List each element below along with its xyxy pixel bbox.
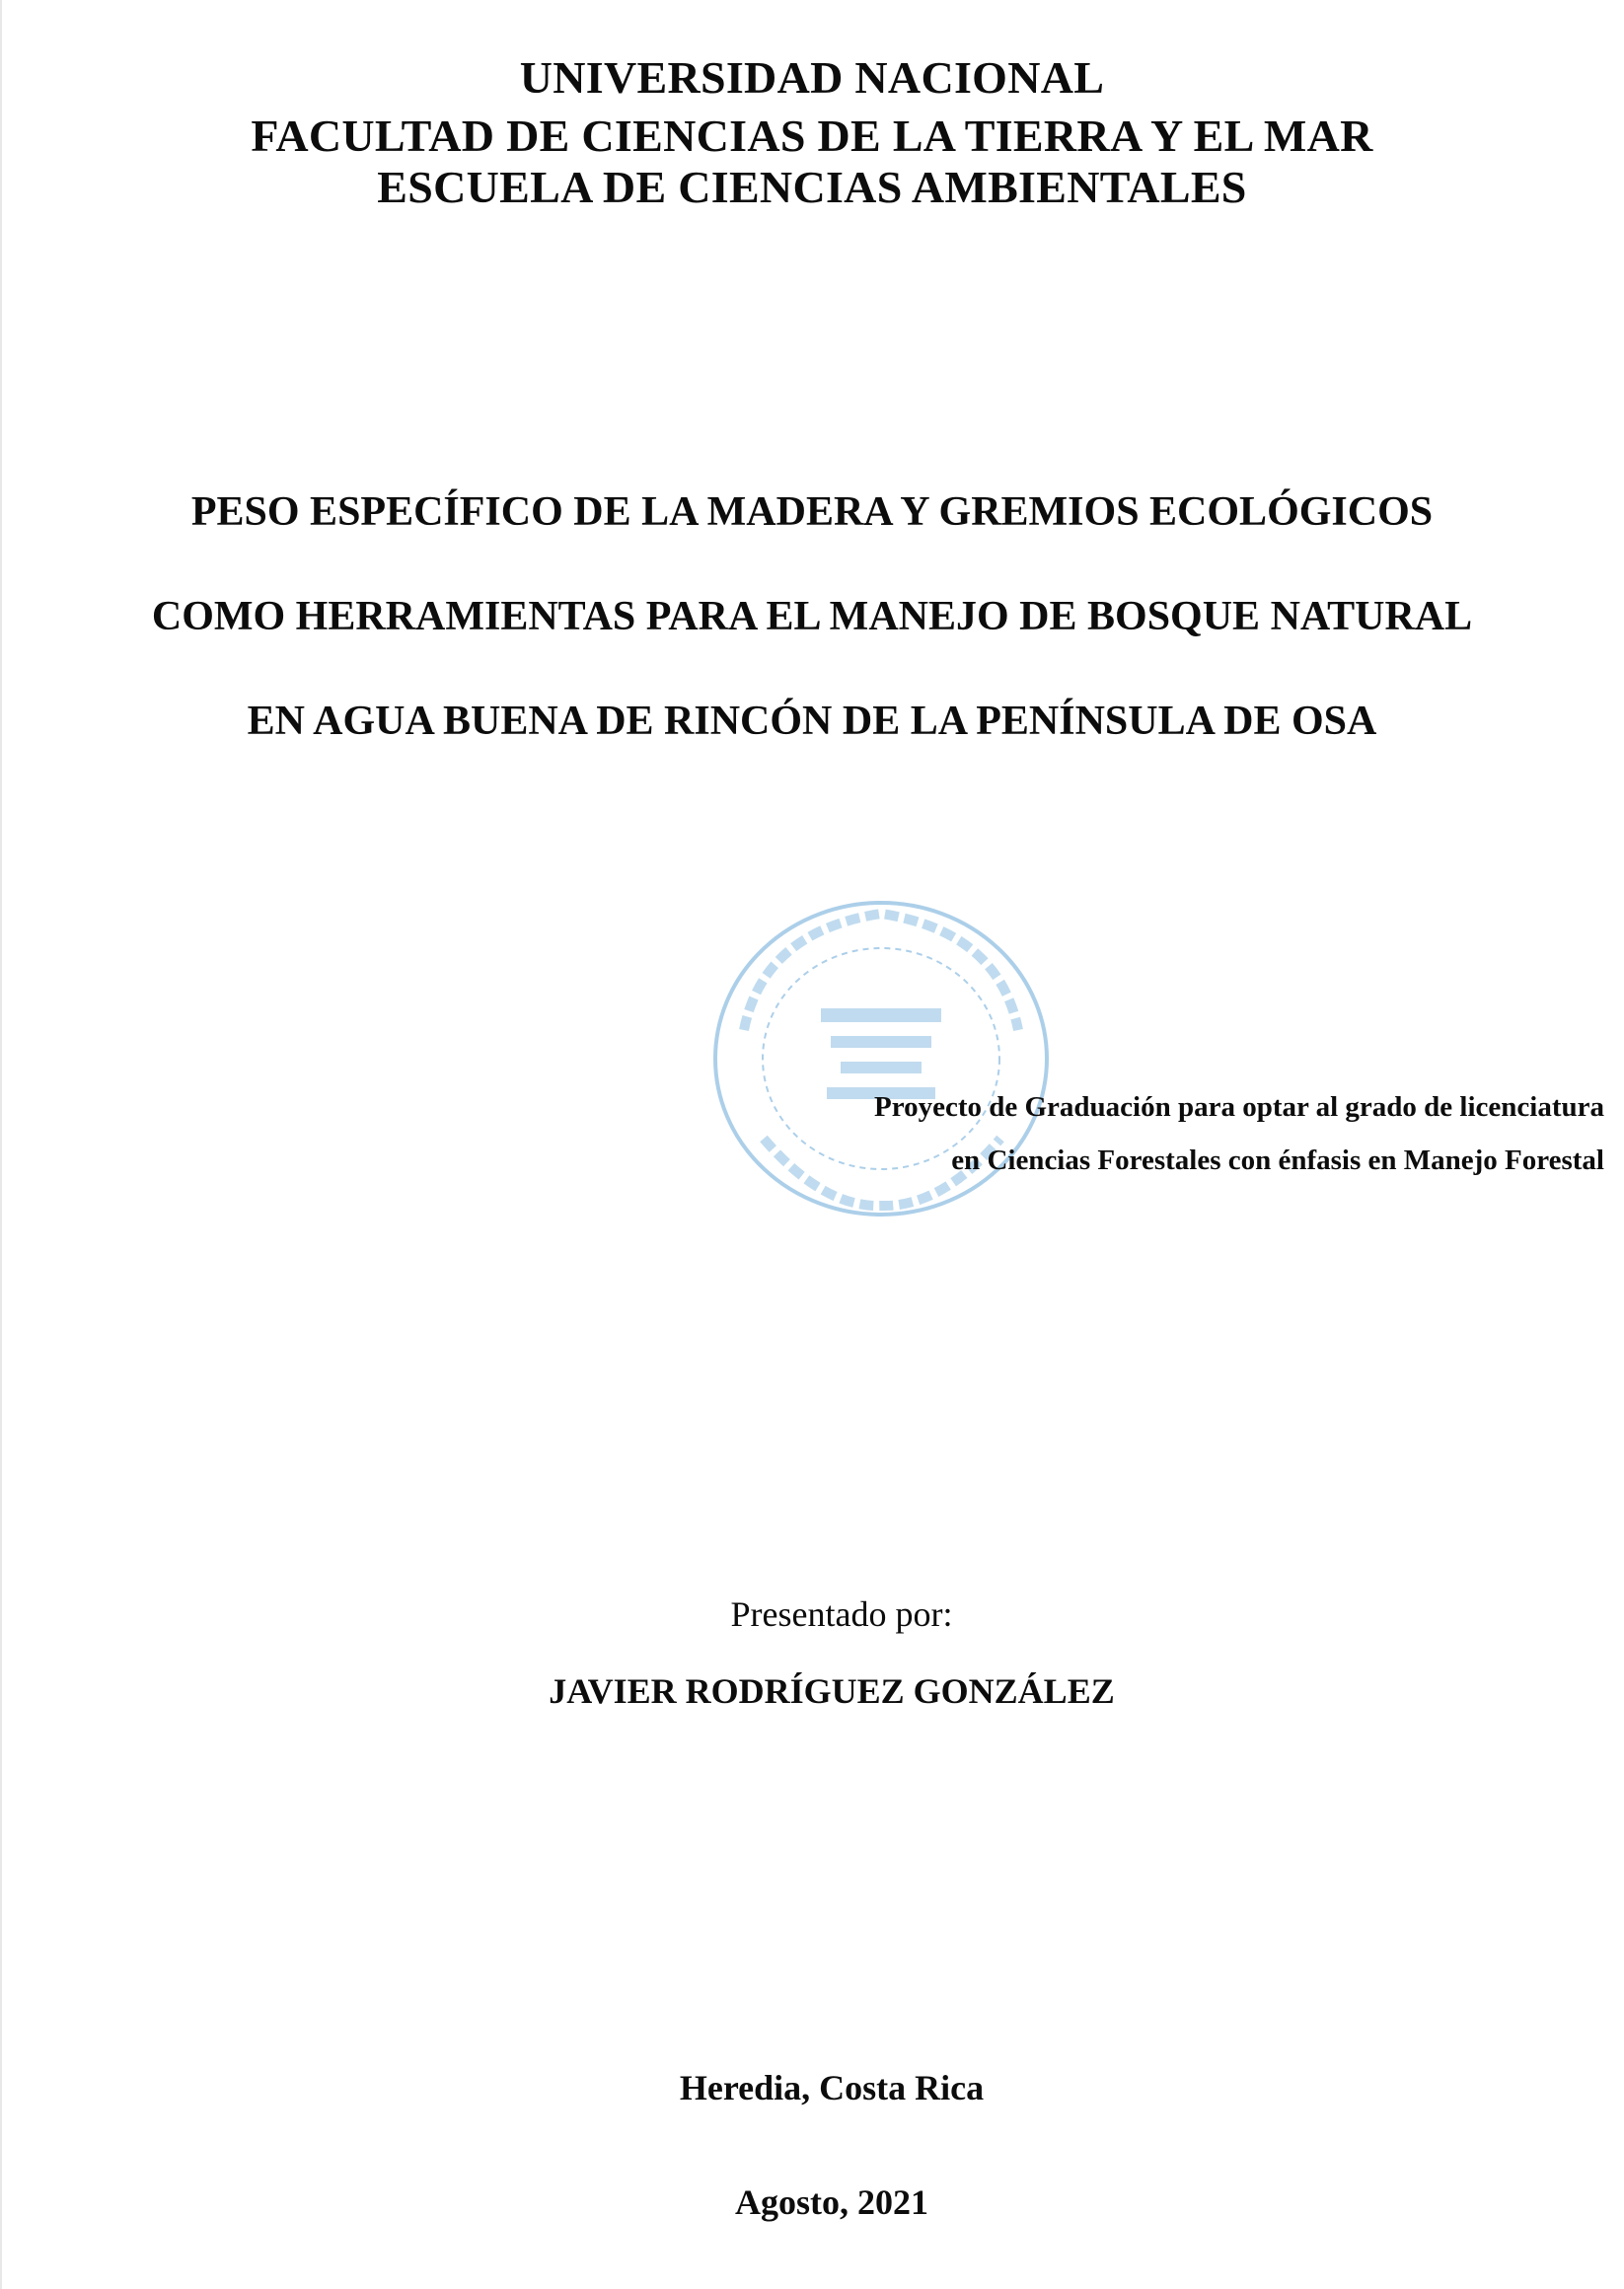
degree-statement-line-2: en Ciencias Forestales con énfasis en Manejo Forestal [951,1144,1604,1176]
thesis-title-line-1: PESO ESPECÍFICO DE LA MADERA Y GREMIOS ECOLÓGICOS [190,489,1434,535]
degree-statement-line-1: Proyecto de Graduación para optar al grado de licenciatura [874,1091,1604,1123]
school-name: ESCUELA DE CIENCIAS AMBIENTALES [377,162,1247,212]
author-name: JAVIER RODRÍGUEZ GONZÁLEZ [549,1671,1115,1711]
thesis-title-line-2: COMO HERRAMIENTAS PARA EL MANEJO DE BOSQUE NATURAL [151,594,1473,639]
faculty-name: FACULTAD DE CIENCIAS DE LA TIERRA Y EL MAR [251,111,1373,161]
place: Heredia, Costa Rica [679,2068,985,2107]
university-name: UNIVERSIDAD NACIONAL [519,52,1105,103]
presented-by-label: Presentado por: [730,1594,953,1634]
thesis-title-line-3: EN AGUA BUENA DE RINCÓN DE LA PENÍNSULA DE OSA [247,699,1377,744]
date: Agosto, 2021 [735,2182,928,2222]
